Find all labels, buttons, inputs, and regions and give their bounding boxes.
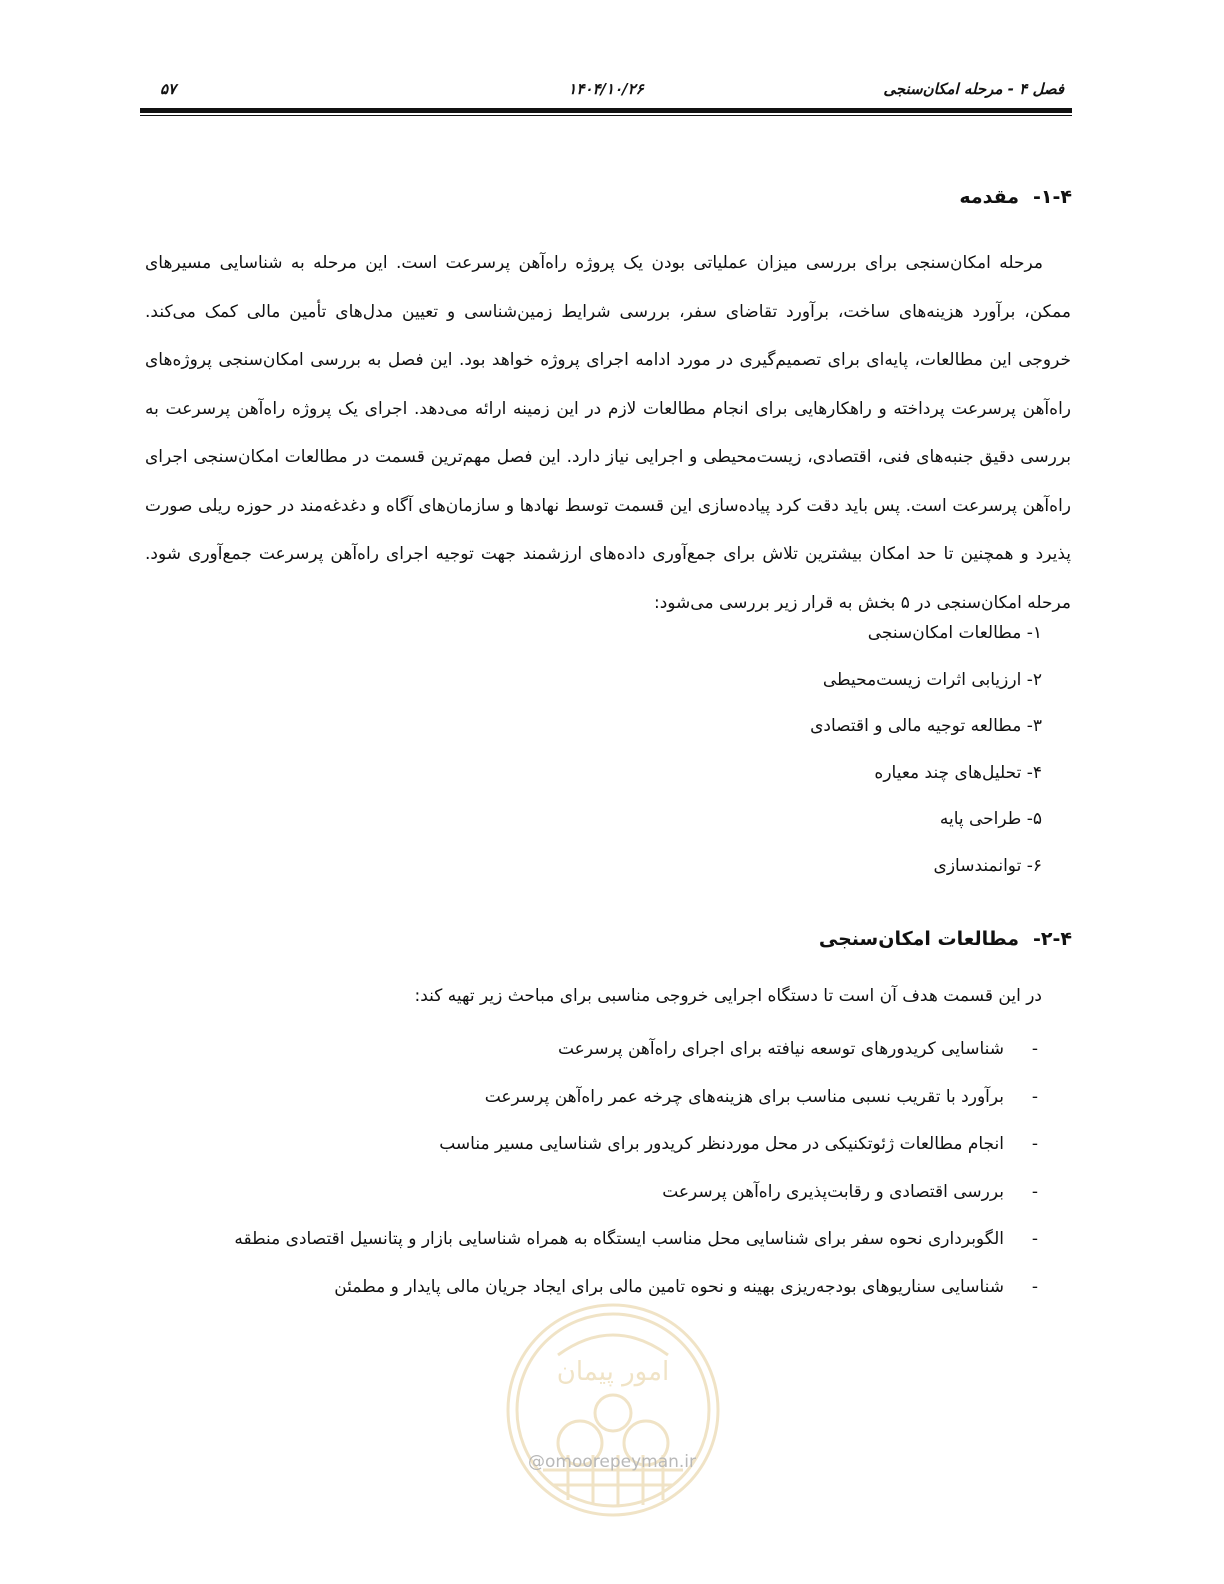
watermark-logo-icon: [498, 1295, 728, 1525]
objectives-list: [234, 1026, 1038, 1311]
objective-text: شناسایی کریدورهای توسعه نیافته برای اجرای راه‌آهن پرسرعت: [557, 1039, 1004, 1059]
header-rule-thick: [140, 108, 1072, 113]
phase-item: ۱- مطالعات امکان‌سنجی: [867, 623, 1042, 643]
header-rule-thin: [140, 115, 1072, 116]
objective-item: [234, 1026, 1038, 1074]
phase-list: [810, 610, 1042, 889]
bullet-dash: -: [1031, 1086, 1038, 1107]
header-date: ۱۴۰۴/۱۰/۲۶: [568, 80, 644, 98]
objective-text: شناسایی سناریوهای بودجه‌ریزی بهینه و نحوه تامین مالی برای ایجاد جریان مالی پایدار و مطمئن: [334, 1276, 1004, 1297]
section-1-heading: [959, 186, 1072, 208]
phase-item: ۴- تحلیل‌های چند معیاره: [874, 762, 1042, 783]
phase-item: ۵- طراحی پایه: [939, 809, 1042, 829]
section-2-heading: [819, 928, 1072, 950]
objective-text: برآورد با تقریب نسبی مناسب برای هزینه‌های چرخه عمر راه‌آهن پرسرعت: [484, 1086, 1004, 1107]
objective-item: [234, 1074, 1038, 1122]
section-1-number: ۱-۴-: [1033, 186, 1072, 208]
bullet-dash: -: [1031, 1039, 1038, 1059]
objective-text: بررسی اقتصادی و رقابت‌پذیری راه‌آهن پرسرعت: [662, 1181, 1004, 1202]
page-header: [140, 72, 1072, 106]
watermark-brand-text: امور پیمان: [556, 1357, 670, 1387]
section-2-intro: در این قسمت هدف آن است تا دستگاه اجرایی خروجی مناسبی برای مباحث زیر تهیه کند:: [414, 986, 1042, 1006]
bullet-dash: -: [1031, 1229, 1038, 1249]
phase-item: ۲- ارزیابی اثرات زیست‌محیطی: [822, 669, 1042, 690]
objective-item: [234, 1121, 1038, 1169]
objective-text: الگوبرداری نحوه سفر برای شناسایی محل مناسب ایستگاه به همراه شناسایی بازار و پتانسیل اقتصادی منطقه: [234, 1229, 1004, 1249]
objective-item: [234, 1216, 1038, 1264]
bullet-dash: -: [1031, 1134, 1038, 1154]
watermark-website: @omoorepeyman.ir: [527, 1452, 697, 1472]
bullet-dash: -: [1031, 1276, 1038, 1297]
intro-paragraph: مرحله امکان‌سنجی برای بررسی میزان عملیاتی بودن یک پروژه راه‌آهن پرسرعت است. این مرحله به شناسایی مسیرهای ممکن، برآورد هزینه‌های ساخت، برآورد تقاضای سفر، بررسی شرایط زمین‌شناسی و تعیین مدل‌های تأمین مالی کمک می‌کند. خروجی این مطالعات، پایه‌ای برای تصمیم‌گیری در مورد ادامه اجرای پروژه خواهد بود. این فصل به بررسی امکان‌سنجی پروژه‌های راه‌آهن پرسرعت پرداخته و راهکارهایی برای انجام مطالعات لازم در این زمینه ارائه می‌دهد. اجرای یک پروژه راه‌آهن پرسرعت به بررسی دقیق جنبه‌های فنی، اقتصادی، زیست‌محیطی و اجرایی نیاز دارد. این فصل مهم‌ترین قسمت در مطالعات امکان‌سنجی اجرای راه‌آهن پرسرعت است. پس باید دقت کرد پیاده‌سازی این قسمت توسط نهادها و سازمان‌های آگاه و دغدغه‌مند در حوزه ریلی صورت پذیرد و همچنین تا حد امکان بیشترین تلاش برای جمع‌آوری داده‌های ارزشمند جهت توجیه اجرای راه‌آهن پرسرعت جمع‌آوری شود. مرحله امکان‌سنجی در ۵ بخش به قرار زیر بررسی می‌شود:: [145, 253, 1071, 613]
chapter-title: فصل ۴ - مرحله امکان‌سنجی: [883, 80, 1064, 98]
objective-item: [234, 1169, 1038, 1217]
objective-text: انجام مطالعات ژئوتکنیکی در محل موردنظر کریدور برای شناسایی مسیر مناسب: [439, 1134, 1004, 1154]
bullet-dash: -: [1031, 1181, 1038, 1202]
phase-item: ۶- توانمندسازی: [933, 855, 1042, 876]
section-2-number: ۲-۴-: [1033, 928, 1072, 950]
page-number: ۵۷: [160, 80, 177, 98]
section-1-title: مقدمه: [959, 186, 1020, 208]
phase-item: ۳- مطالعه توجیه مالی و اقتصادی: [810, 716, 1042, 736]
section-2-title: مطالعات امکان‌سنجی: [818, 928, 1020, 950]
